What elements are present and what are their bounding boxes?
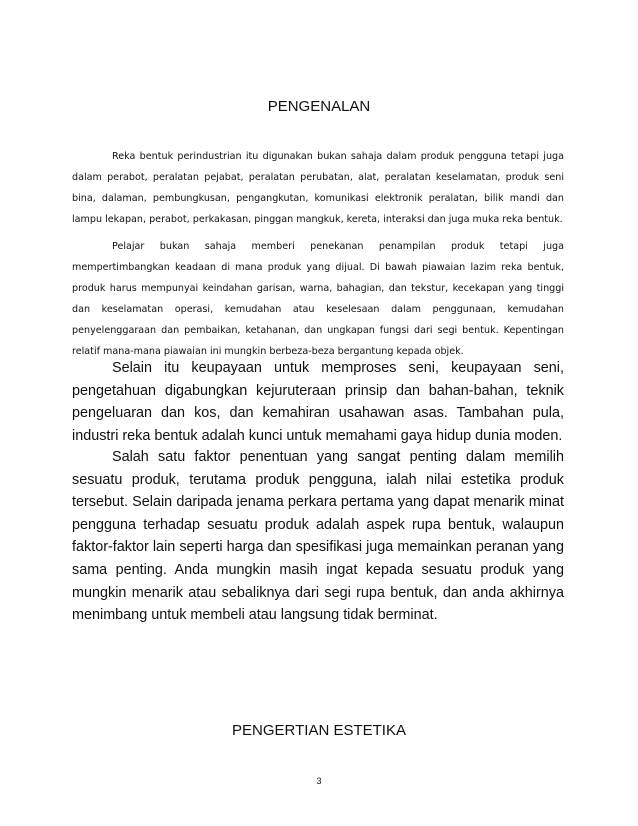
section-heading-aesthetics: PENGERTIAN ESTETIKA	[232, 722, 406, 739]
paragraph-4: Salah satu faktor penentuan yang sangat penting dalam memilih sesuatu produk, terutama produk pengguna, ialah nilai estetika produk tersebut. Selain daripada jenama perkara pertama yang dapat menarik minat pengguna terhadap sesuatu produk adalah aspek rupa bentuk, walaupun faktor-faktor lain seperti harga dan spesifikasi juga memainkan peranan yang sama penting. Anda mungkin masih ingat kepada sesuatu produk yang mungkin menarik atau sebaliknya dari segi rupa bentuk, dan anda akhirnya menimbang untuk membeli atau langsung tidak berminat.	[72, 449, 564, 624]
paragraph-2: Pelajar bukan sahaja memberi penekanan penampilan produk tetapi juga mempertimbangkan keadaan di mana produk yang dijual. Di bawah piawaian lazim reka bentuk, produk harus mempunyai keindahan garisan, warna, bahagian, dan tekstur, kecekapan yang tinggi dan keselamatan operasi, kemudahan atau keselesaan dalam penggunaan, kemudahan penyelenggaraan dan pembaikan, ketahanan, dan ungkapan fungsi dari segi bentuk. Kepentingan relatif mana-mana piawaian ini mungkin berbeza-beza bergantung kepada objek.	[72, 241, 564, 357]
paragraph-3: Selain itu keupayaan untuk memproses seni, keupayaan seni, pengetahuan digabungkan kejuruteraan prinsip dan bahan-bahan, teknik pengeluaran dan kos, dan kemahiran usahawan asas. Tambahan pula, industri reka bentuk adalah kunci untuk memahami gaya hidup dunia moden.	[72, 360, 564, 444]
paragraph-3-block	[72, 357, 564, 447]
paragraph-4-block	[72, 446, 564, 627]
paragraph-1-block	[72, 146, 564, 230]
paragraph-2-block	[72, 236, 564, 362]
paragraph-1: Reka bentuk perindustrian itu digunakan bukan sahaja dalam produk pengguna tetapi juga dalam perabot, peralatan pejabat, peralatan perubatan, alat, peralatan keselamatan, produk seni bina, dalaman, pembungkusan, pengangkutan, komunikasi elektronik peralatan, bilik mandi dan lampu lekapan, perabot, perkakasan, pinggan mangkuk, kereta, interaksi dan juga muka reka bentuk.	[72, 151, 564, 225]
page-number: 3	[316, 776, 322, 786]
section-heading-intro: PENGENALAN	[267, 98, 371, 115]
